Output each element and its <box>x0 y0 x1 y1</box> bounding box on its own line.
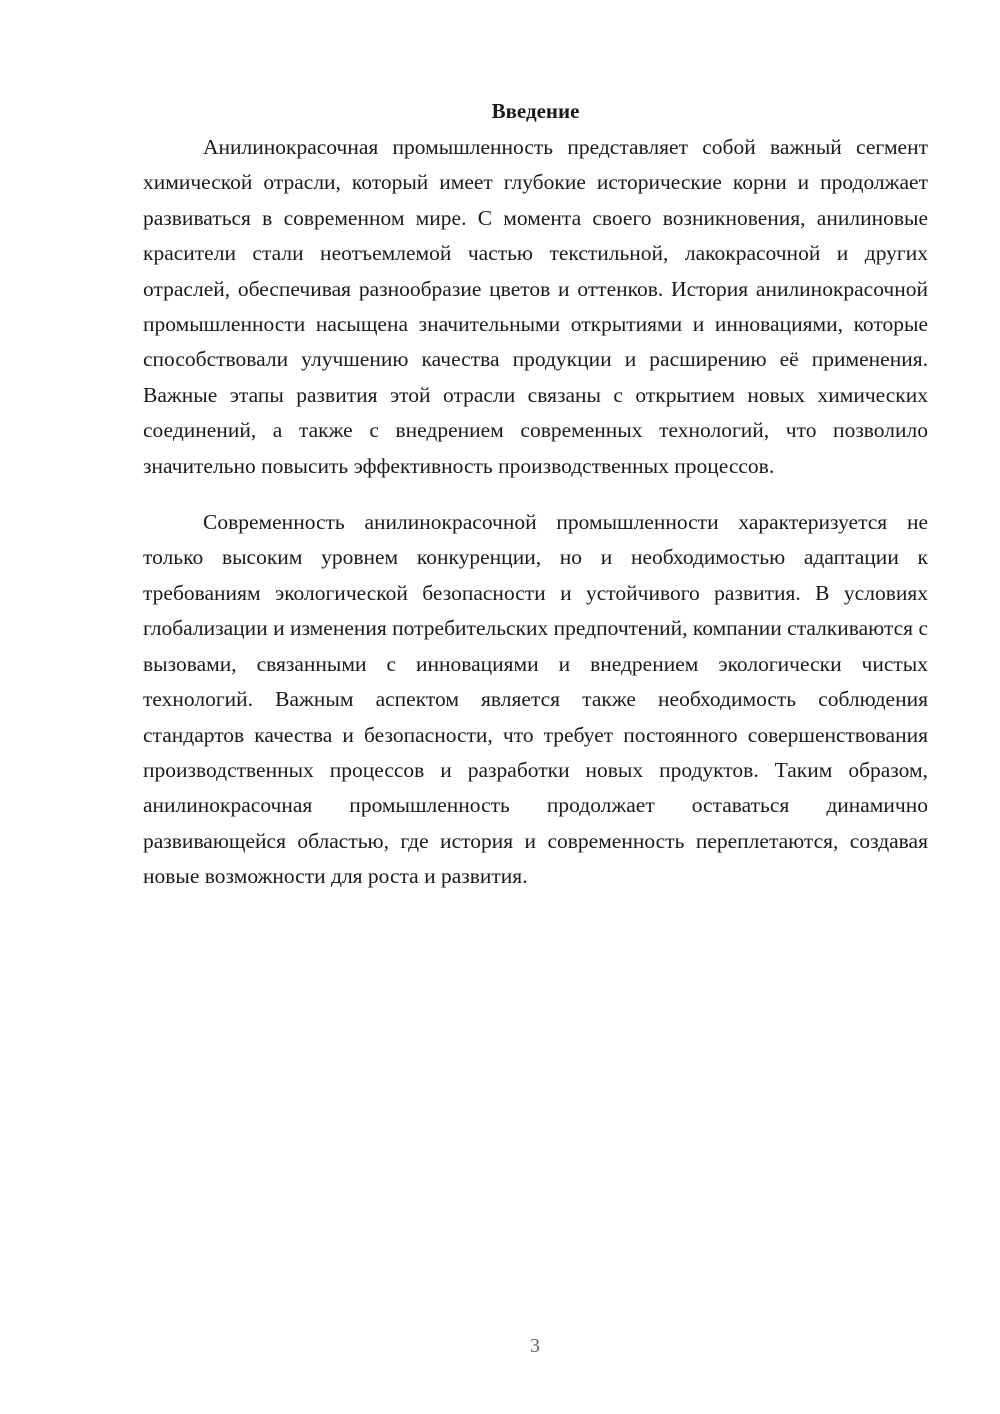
page-number: 3 <box>530 1335 540 1357</box>
page-content <box>143 96 928 895</box>
paragraph-1: Анилинокрасочная промышленность представляет собой важный сегмент химической отрасли, который имеет глубокие исторические корни и продолжает развиваться в современном мире. С момента своего возникновения, анилиновые красители стали неотъемлемой частью текстильной, лакокрасочной и других отраслей, обеспечивая разнообразие цветов и оттенков. История анилинокрасочной промышленности насыщена значительными открытиями и инновациями, которые способствовали улучшению качества продукции и расширению её применения. Важные этапы развития этой отрасли связаны с открытием новых химических соединений, а также с внедрением современных технологий, что позволило значительно повысить эффективность производственных процессов. <box>143 135 928 478</box>
section-heading: Введение <box>491 99 580 123</box>
paragraph-2: Современность анилинокрасочной промышленности характеризуется не только высоким уровнем конкуренции, но и необходимостью адаптации к требованиям экологической безопасности и устойчивого развития. В условиях глобализации и изменения потребительских предпочтений, компании сталкиваются с вызовами, связанными с инновациями и внедрением экологически чистых технологий. Важным аспектом является также необходимость соблюдения стандартов качества и безопасности, что требует постоянного совершенствования производственных процессов и разработки новых продуктов. Таким образом, анилинокрасочная промышленность продолжает оставаться динамично развивающейся областью, где история и современность переплетаются, создавая новые возможности для роста и развития. <box>143 510 928 889</box>
